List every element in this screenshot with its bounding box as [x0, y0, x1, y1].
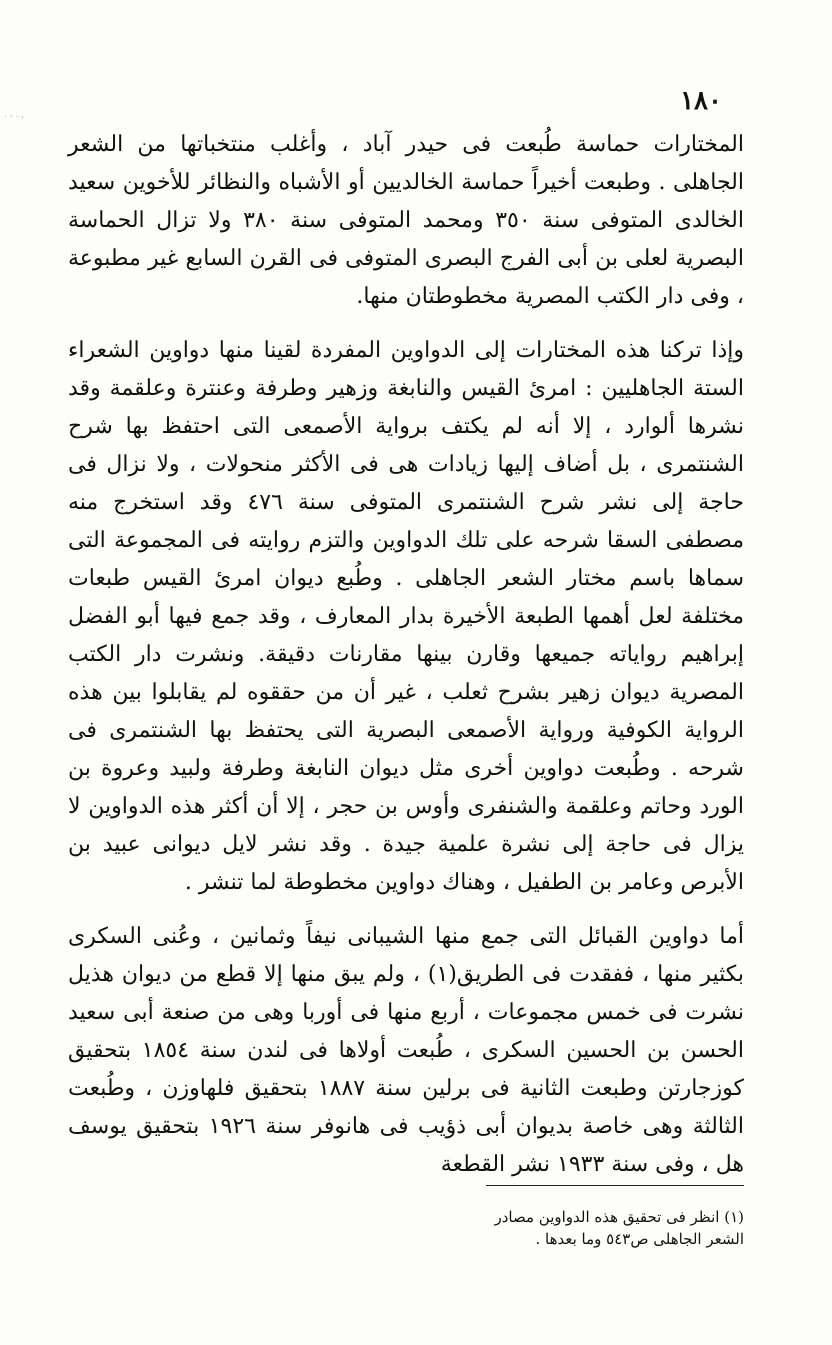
margin-specks: . ، . , — [4, 110, 25, 120]
footnote-line-2: الشعر الجاهلى ص٥٤٣ وما بعدها . — [535, 1230, 744, 1248]
footnote — [344, 1206, 744, 1250]
footnote-separator — [486, 1185, 744, 1186]
footnote-line-1: (١) انظر فى تحقيق هذه الدواوين مصادر — [494, 1208, 744, 1226]
paragraph-divans: وإذا تركنا هذه المختارات إلى الدواوين المفردة لقينا منها دواوين الشعراء الستة الجاهليين : امرئ القيس والنابغة وزهير وطرفة وعنترة وعلقمة وقد نشرها ألوارد ، إلا أنه لم يكتف برواية الأصمعى التى احتفظ بها شرح الشنتمرى ، بل أضاف إليها زيادات هى فى الأكثر منحولات ، ولا نزال فى حاجة إلى نشر شرح الشنتمرى المتوفى سنة ٤٧٦ وقد استخرج منه مصطفى السقا شرحه على تلك الدواوين والتزم روايته فى المجموعة التى سماها باسم مختار الشعر الجاهلى . وطُبع ديوان امرئ القيس طبعات مختلفة لعل أهمها الطبعة الأخيرة بدار المعارف ، وقد جمع فيها أبو الفضل إبراهيم رواياته جميعها وقارن بينها مقارنات دقيقة. ونشرت دار الكتب المصرية ديوان زهير بشرح ثعلب ، غير أن من حققوه لم يقابلوا بين هذه الرواية الكوفية ورواية الأصمعى البصرية التى يحتفظ بها الشنتمرى فى شرحه . وطُبعت دواوين أخرى مثل ديوان النابغة وطرفة ولبيد وعروة بن الورد وحاتم وعلقمة والشنفرى وأوس بن حجر ، إلا أن أكثر هذه الدواوين لا يزال فى حاجة إلى نشرة علمية جيدة . وقد نشر لايل ديوانى عبيد بن الأبرص وعامر بن الطفيل ، وهناك دواوين مخطوطة لما تنشر . — [68, 338, 744, 895]
paragraph-anthologies: المختارات حماسة طُبعت فى حيدر آباد ، وأغلب منتخباتها من الشعر الجاهلى . وطبعت أخيراً حماسة الخالديين أو الأشباه والنظائر للأخوين سعيد الخالدى المتوفى سنة ٣٥٠ ومحمد المتوفى سنة ٣٨٠ ولا تزال الحماسة البصرية لعلى بن أبى الفرج البصرى المتوفى فى القرن السابع غير مطبوعة ، وفى دار الكتب المصرية مخطوطتان منها. — [68, 132, 744, 309]
main-text — [68, 126, 744, 1184]
paragraph-tribal-divans: أما دواوين القبائل التى جمع منها الشيبانى نيفاً وثمانين ، وعُنى السكرى بكثير منها ، ففقدت فى الطريق(١) ، ولم يبق منها إلا قطع من ديوان هذيل نشرت فى خمس مجموعات ، أربع منها فى أوربا وهى من صنعة أبى سعيد الحسن بن الحسين السكرى ، طُبعت أولاها فى لندن سنة ١٨٥٤ بتحقيق كوزجارتن وطبعت الثانية فى برلين سنة ١٨٨٧ بتحقيق فلهاوزن ، وطُبعت الثالثة وهى خاصة بديوان أبى ذؤيب فى هانوفر سنة ١٩٢٦ بتحقيق يوسف هل ، وفى سنة ١٩٣٣ نشر القطعة — [68, 924, 745, 1177]
page-number: ١٨٠ — [680, 86, 722, 116]
